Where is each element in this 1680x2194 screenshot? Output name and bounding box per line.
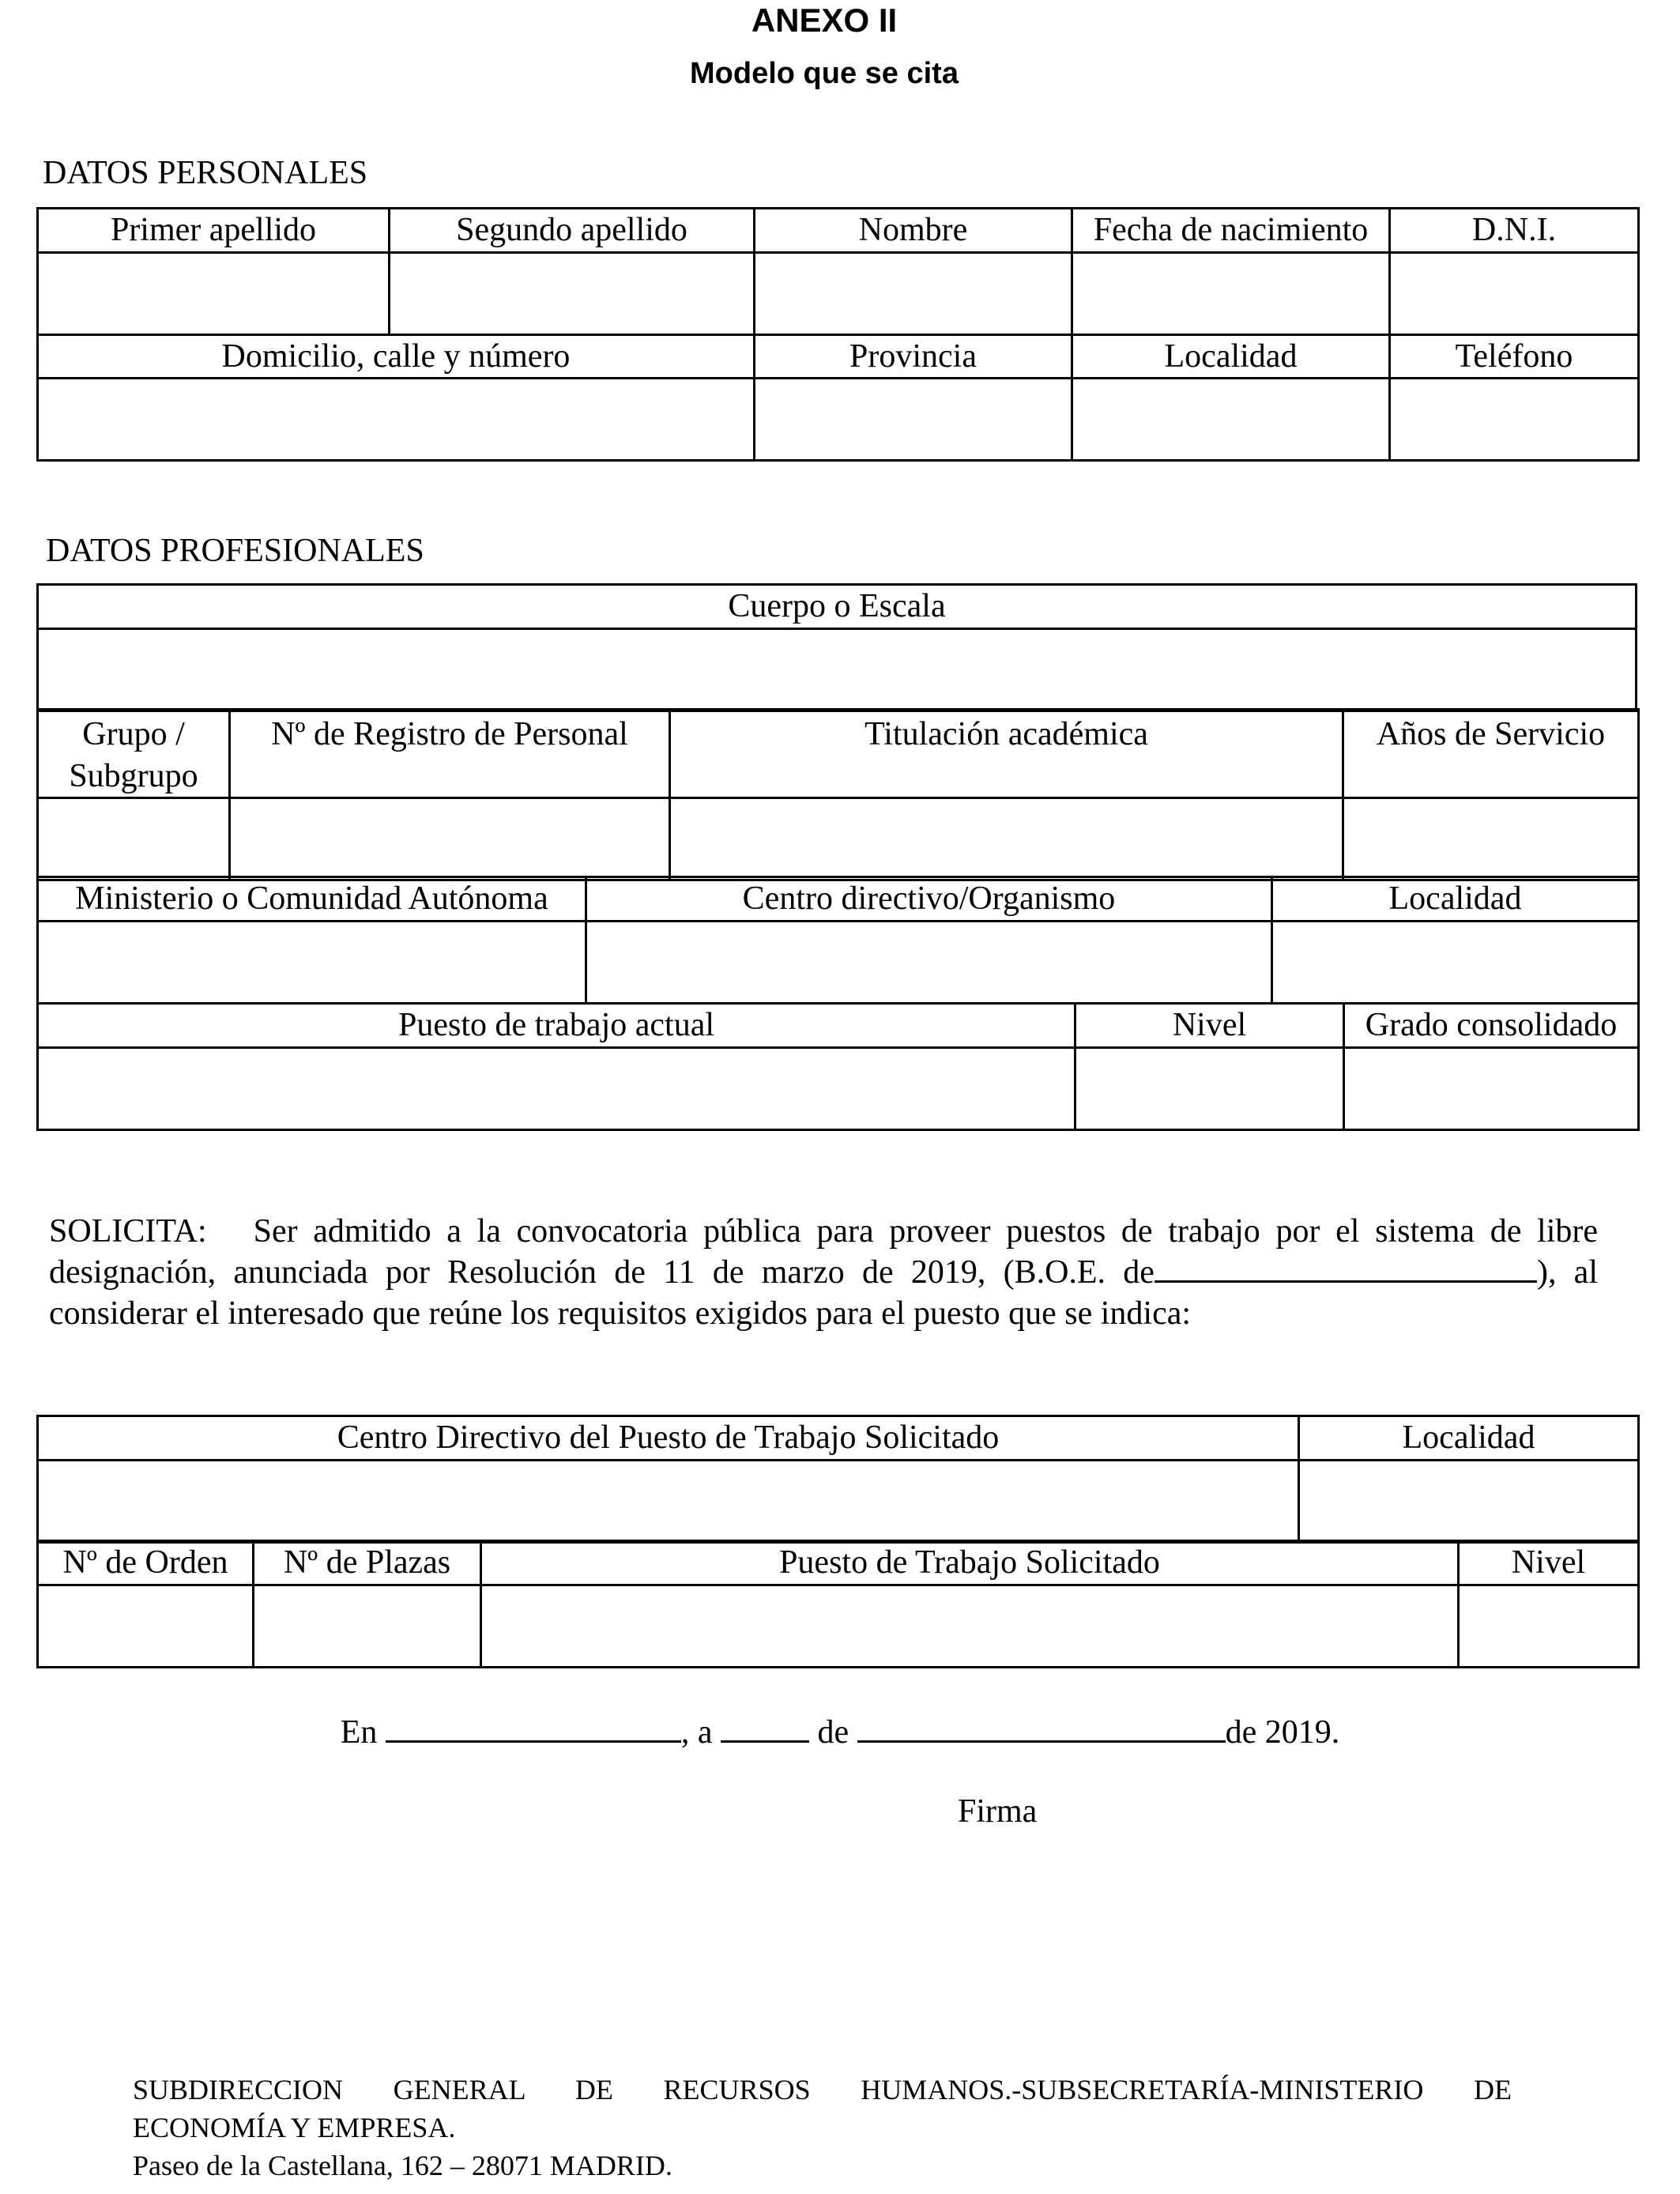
header-fecha-nacimiento: Fecha de nacimiento — [1072, 209, 1390, 253]
cuerpo-escala-field[interactable] — [38, 628, 1637, 711]
solicita-text-1: Ser admitido a la convocatoria pública para proveer puestos de trabajo por el sistema de libre designación, anunciada por Resolución de 11 de marzo de 2019, (B.O.E. de — [49, 1213, 1598, 1291]
header-domicilio: Domicilio, calle y número — [38, 334, 755, 379]
document-title: ANEXO II — [751, 2, 898, 39]
puesto-solicitado-table — [36, 1540, 1640, 1668]
header-anos-servicio: Años de Servicio — [1343, 710, 1639, 798]
localidad-field[interactable] — [1072, 379, 1390, 461]
localidad-prof-field[interactable] — [1272, 921, 1639, 1003]
puesto-solicitado-field[interactable] — [481, 1585, 1459, 1667]
personal-data-table — [36, 207, 1640, 462]
header-nivel-solicitado: Nivel — [1459, 1541, 1639, 1585]
domicilio-field[interactable] — [38, 379, 755, 461]
footer-line-3: Paseo de la Castellana, 162 – 28071 MADRID. — [133, 2150, 672, 2181]
cuerpo-table — [36, 583, 1637, 712]
nivel-field[interactable] — [1075, 1047, 1344, 1129]
date-year-label: de 2019. — [1225, 1714, 1340, 1751]
titulacion-field[interactable] — [670, 798, 1343, 880]
header-telefono: Teléfono — [1390, 334, 1639, 379]
header-n-orden: Nº de Orden — [38, 1541, 254, 1585]
firma-label: Firma — [958, 1793, 1038, 1830]
centro-solicitado-table — [36, 1415, 1640, 1544]
boe-date-field[interactable] — [1155, 1252, 1537, 1283]
header-provincia: Provincia — [755, 334, 1072, 379]
date-de-label: de — [817, 1714, 849, 1751]
header-ministerio: Ministerio o Comunidad Autónoma — [38, 877, 586, 922]
provincia-field[interactable] — [755, 379, 1072, 461]
header-grado: Grado consolidado — [1344, 1004, 1639, 1048]
segundo-apellido-field[interactable] — [390, 252, 755, 334]
header-localidad-solicitado: Localidad — [1299, 1416, 1639, 1461]
anos-servicio-field[interactable] — [1343, 798, 1639, 880]
grupo-field[interactable] — [38, 798, 230, 880]
date-line — [0, 1712, 1680, 1751]
header-n-plazas: Nº de Plazas — [254, 1541, 481, 1585]
header-centro-solicitado: Centro Directivo del Puesto de Trabajo Solicitado — [38, 1416, 1299, 1461]
day-field[interactable] — [721, 1712, 809, 1743]
n-orden-field[interactable] — [38, 1585, 254, 1667]
header-localidad-prof: Localidad — [1272, 877, 1639, 922]
header-nombre: Nombre — [755, 209, 1072, 253]
fecha-nacimiento-field[interactable] — [1072, 252, 1390, 334]
header-titulacion: Titulación académica — [670, 710, 1343, 798]
header-localidad: Localidad — [1072, 334, 1390, 379]
footer-line-2: ECONOMÍA Y EMPRESA. — [133, 2112, 456, 2143]
header-puesto-actual: Puesto de trabajo actual — [38, 1004, 1075, 1048]
registro-field[interactable] — [230, 798, 670, 880]
telefono-field[interactable] — [1390, 379, 1639, 461]
grupo-table — [36, 708, 1640, 881]
section-title-personal: DATOS PERSONALES — [43, 155, 368, 191]
nombre-field[interactable] — [755, 252, 1072, 334]
date-en-label: En — [340, 1714, 378, 1751]
date-a-label: , a — [680, 1714, 713, 1751]
solicita-text-2: ), al considerar el interesado que reúne los requisitos exigidos para el puesto que se indica: — [49, 1254, 1598, 1332]
header-primer-apellido: Primer apellido — [38, 209, 390, 253]
header-grupo: Grupo / Subgrupo — [38, 710, 230, 798]
n-plazas-field[interactable] — [254, 1585, 481, 1667]
document-subtitle: Modelo que se cita — [690, 57, 959, 90]
dni-field[interactable] — [1390, 252, 1639, 334]
ministerio-field[interactable] — [38, 921, 586, 1003]
header-cuerpo-escala: Cuerpo o Escala — [38, 585, 1637, 629]
primer-apellido-field[interactable] — [38, 252, 390, 334]
header-puesto-solicitado: Puesto de Trabajo Solicitado — [481, 1541, 1459, 1585]
centro-directivo-field[interactable] — [586, 921, 1272, 1003]
header-registro: Nº de Registro de Personal — [230, 710, 670, 798]
ministerio-table — [36, 876, 1640, 1005]
header-dni: D.N.I. — [1390, 209, 1639, 253]
section-title-profesional: DATOS PROFESIONALES — [46, 533, 424, 569]
centro-solicitado-field[interactable] — [38, 1460, 1299, 1542]
nivel-solicitado-field[interactable] — [1459, 1585, 1639, 1667]
header-nivel: Nivel — [1075, 1004, 1344, 1048]
localidad-solicitado-field[interactable] — [1299, 1460, 1639, 1542]
header-segundo-apellido: Segundo apellido — [390, 209, 755, 253]
solicita-label: SOLICITA: — [49, 1213, 207, 1250]
solicita-paragraph — [49, 1211, 1598, 1334]
place-field[interactable] — [386, 1712, 681, 1743]
footer-line-1: SUBDIRECCION GENERAL DE RECURSOS HUMANOS.-SUBSECRETARÍA-MINISTERIO DE — [133, 2074, 1512, 2105]
month-field[interactable] — [857, 1712, 1226, 1743]
header-centro-directivo: Centro directivo/Organismo — [586, 877, 1272, 922]
puesto-table — [36, 1002, 1640, 1131]
grado-field[interactable] — [1344, 1047, 1639, 1129]
puesto-actual-field[interactable] — [38, 1047, 1075, 1129]
footer-address — [133, 2071, 1512, 2185]
